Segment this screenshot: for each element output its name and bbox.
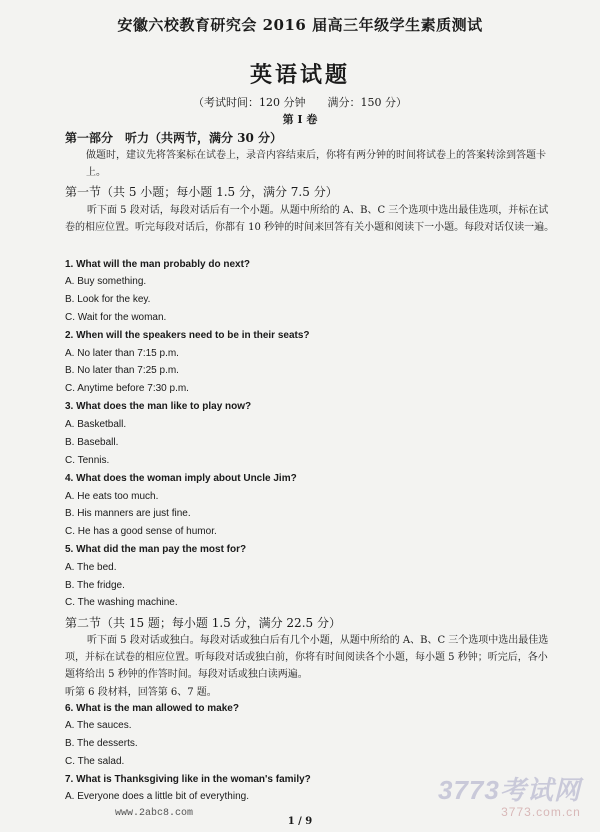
option: A. The bed. <box>65 562 117 573</box>
page-number: 1 / 9 <box>287 816 313 827</box>
question-7: 7. What is Thanksgiving like in the woman's family? <box>65 774 311 785</box>
option: C. The washing machine. <box>65 597 178 608</box>
option: A. Basketball. <box>65 419 127 430</box>
question-6: 6. What is the man allowed to make? <box>65 703 239 714</box>
section1-instruction: 听下面 5 段对话，每段对话后有一个小题。从题中所给的 A、B、C 三个选项中选出最佳选项，并标在试卷的相应位置。听完每段对话后，你都有 10 秒钟的时间来回答有关小题和阅读下一小题。每段对话仅读一遍。 <box>65 205 555 233</box>
option: A. Buy something. <box>65 276 147 287</box>
section2-heading: 第二节（共 15 题；每小题 1.5 分，满分 22.5 分） <box>65 616 341 630</box>
page-title: 英语试题 <box>249 62 350 88</box>
question-5: 5. What did the man pay the most for? <box>65 544 247 555</box>
section2-note: 听第 6 段材料，回答第 6、7 题。 <box>65 687 217 698</box>
option: B. The fridge. <box>65 580 125 591</box>
option: C. Anytime before 7:30 p.m. <box>65 383 189 394</box>
section1-heading: 第一节（共 5 小题；每小题 1.5 分，满分 7.5 分） <box>65 185 338 199</box>
exam-info: （考试时间：120 分钟 满分：150 分） <box>193 96 407 109</box>
exam-header: 安徽六校教育研究会 2016 届高三年级学生素质测试 <box>117 16 483 34</box>
option: B. Look for the key. <box>65 294 151 305</box>
option: B. His manners are just fine. <box>65 508 191 519</box>
option: C. The salad. <box>65 756 125 767</box>
option: C. Tennis. <box>65 455 110 466</box>
option: B. The desserts. <box>65 738 138 749</box>
option: B. Baseball. <box>65 437 119 448</box>
option: A. The sauces. <box>65 720 132 731</box>
option: A. No later than 7:15 p.m. <box>65 348 179 359</box>
option: B. No later than 7:25 p.m. <box>65 365 179 376</box>
option: A. He eats too much. <box>65 491 159 502</box>
part1-heading: 第一部分 听力（共两节，满分 30 分） <box>65 131 283 145</box>
option: A. Everyone does a little bit of everything. <box>65 791 249 802</box>
question-4: 4. What does the woman imply about Uncle Jim? <box>65 473 297 484</box>
question-3: 3. What does the man like to play now? <box>65 401 252 412</box>
part1-instruction: 做题时，建议先将答案标在试卷上，录音内容结束后，你将有两分钟的时间将试卷上的答案转涂到答题卡上。 <box>86 150 546 178</box>
section2-instruction: 听下面 5 段对话或独白。每段对话或独白后有几个小题，从题中所给的 A、B、C 三个选项中选出最佳选项，并标在试卷的相应位置。听每段对话或独白前，你将有时间阅读各个小题，每小题 5 秒钟；听完后，各小题将给出 5 秒钟的作答时间。每段对话或独白读两遍。 <box>65 635 549 680</box>
option: C. Wait for the woman. <box>65 312 167 323</box>
site-logo <box>438 770 581 819</box>
watermark-url: www.2abc8.com <box>115 808 194 819</box>
question-2: 2. When will the speakers need to be in their seats? <box>65 330 310 341</box>
question-1: 1. What will the man probably do next? <box>65 259 251 270</box>
option: C. He has a good sense of humor. <box>65 526 217 537</box>
volume-label: 第 I 卷 <box>282 113 318 126</box>
logo-text: 3773考试网 <box>438 775 581 805</box>
logo-url: 3773.com.cn <box>501 805 581 819</box>
